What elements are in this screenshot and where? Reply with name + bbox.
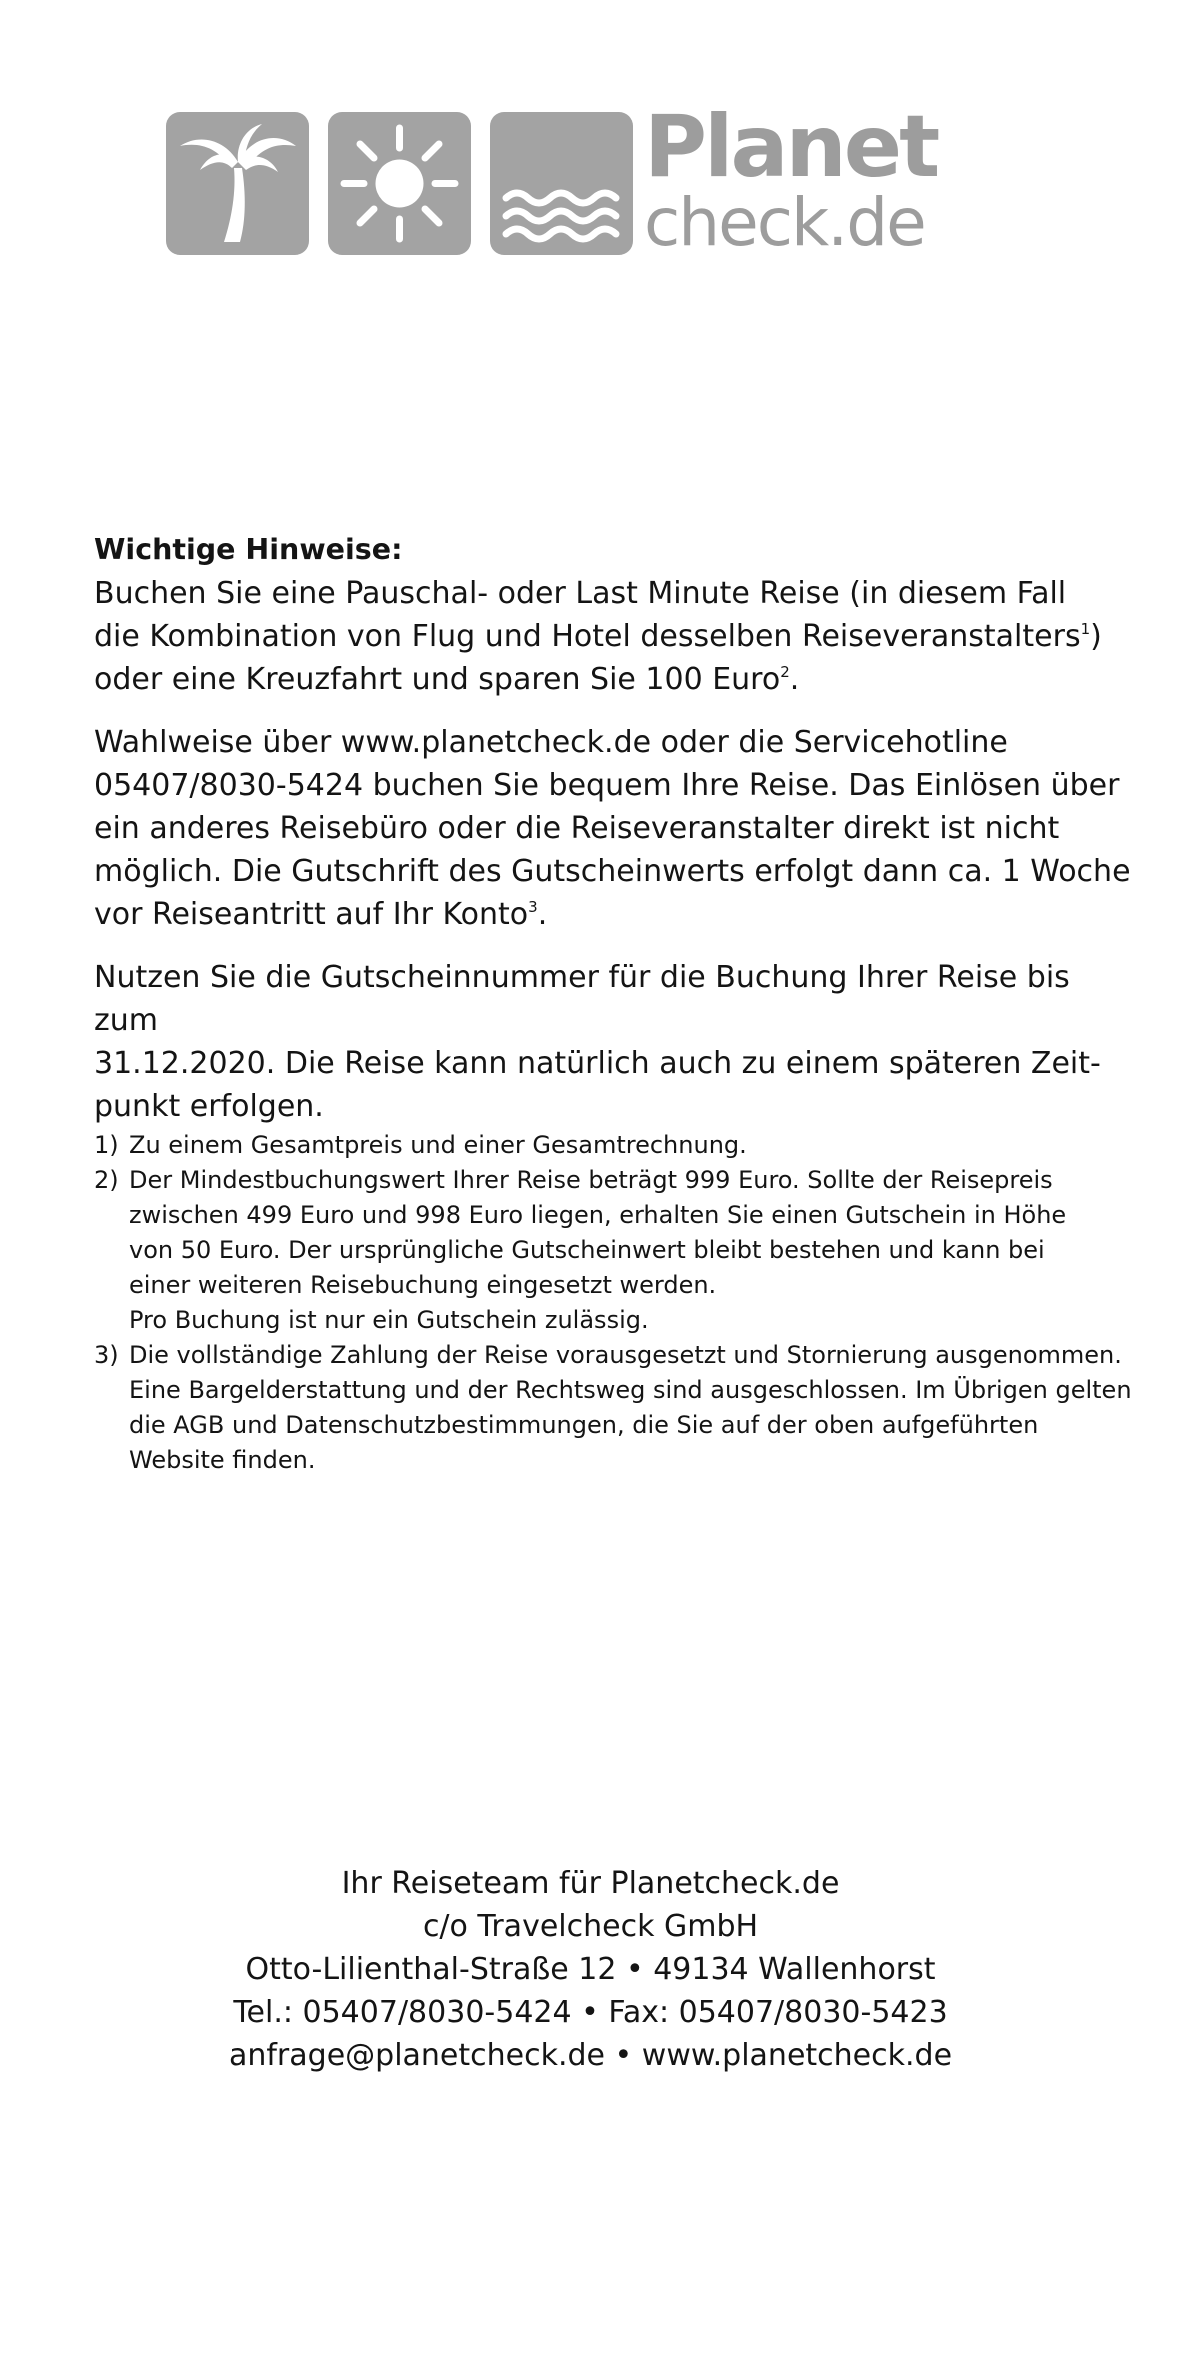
text-line: 05407/8030-5424 buchen Sie bequem Ihre Reise. Das Einlösen über [94, 768, 1120, 803]
text-line: die Kombination von Flug und Hotel desselben Reiseveranstalters$^1$) [94, 619, 1102, 654]
palm-tree-icon [166, 112, 309, 255]
footnote-number: 1) [94, 1131, 119, 1159]
footnote-item [94, 1128, 1134, 1163]
planetcheck-logo [166, 97, 966, 261]
footnotes [94, 1128, 1134, 1478]
footnote-ref: 1 [1080, 620, 1091, 638]
contact-address: Otto-Lilienthal-Straße 12 • 49134 Wallenhorst [245, 1952, 936, 1987]
brand-wordmark-bottom: check.de [644, 184, 925, 261]
text-line: Wahlweise über www.planetcheck.de oder die Servicehotline [94, 725, 1008, 760]
footnote-number: 3) [94, 1341, 119, 1369]
text-line: vor Reiseantritt auf Ihr Konto$^3$. [94, 897, 548, 932]
footnote-item [94, 1163, 1134, 1338]
text-line: 31.12.2020. Die Reise kann natürlich auch zu einem späteren Zeit- [94, 1046, 1101, 1081]
footnote-text: Der Mindestbuchungswert Ihrer Reise beträgt 999 Euro. Sollte der Reisepreis zwischen 499 Euro und 998 Euro liegen, erhalten Sie einen Gutschein in Höhe von 50 Euro. Der ursprüngliche Gutscheinwert bleibt bestehen und kann bei einer weiteren Reisebuchung eingesetzt werden. Pro Buchung ist nur ein Gutschein zulässig. [129, 1166, 1067, 1334]
sun-icon [328, 112, 471, 255]
contact-block [0, 1862, 1181, 2077]
contact-company: c/o Travelcheck GmbH [422, 1909, 759, 1944]
footnote-ref: 2 [780, 663, 790, 681]
text-line: ein anderes Reisebüro oder die Reiseveranstalter direkt ist nicht [94, 811, 1060, 846]
notes-paragraph-deadline [94, 956, 1134, 1128]
contact-phone-fax: Tel.: 05407/8030-5424 • Fax: 05407/8030-5423 [233, 1995, 948, 2030]
footnote-item [94, 1338, 1134, 1478]
footnote-ref: 3 [528, 898, 538, 916]
footnote-number: 2) [94, 1166, 119, 1194]
text-line: punkt erfolgen. [94, 1089, 324, 1124]
notes-heading: Wichtige Hinweise: [94, 533, 403, 566]
notes-paragraph-offer [94, 572, 1134, 701]
text-line: möglich. Die Gutschrift des Gutscheinwerts erfolgt dann ca. 1 Woche [94, 854, 1131, 889]
important-notes [94, 528, 1134, 1128]
waves-icon [490, 112, 633, 255]
footnote-text: Zu einem Gesamtpreis und einer Gesamtrechnung. [129, 1131, 747, 1159]
notes-paragraph-booking [94, 721, 1134, 936]
contact-email-web: anfrage@planetcheck.de • www.planetcheck.de [228, 2038, 953, 2073]
footnote-text: Die vollständige Zahlung der Reise vorausgesetzt und Stornierung ausgenommen. Eine Bargelderstattung und der Rechtsweg sind ausgeschlossen. Im Übrigen gelten die AGB und Datenschutzbestimmungen, die Sie auf der oben aufgeführten Website finden. [129, 1341, 1132, 1474]
text-line: Nutzen Sie die Gutscheinnummer für die Buchung Ihrer Reise bis zum [94, 960, 1070, 1038]
text-line: Buchen Sie eine Pauschal- oder Last Minute Reise (in diesem Fall [94, 576, 1067, 611]
contact-team: Ihr Reiseteam für Planetcheck.de [341, 1866, 840, 1901]
text-line: oder eine Kreuzfahrt und sparen Sie 100 Euro$^2$. [94, 662, 800, 697]
brand-wordmark-top: Planet [644, 97, 938, 197]
